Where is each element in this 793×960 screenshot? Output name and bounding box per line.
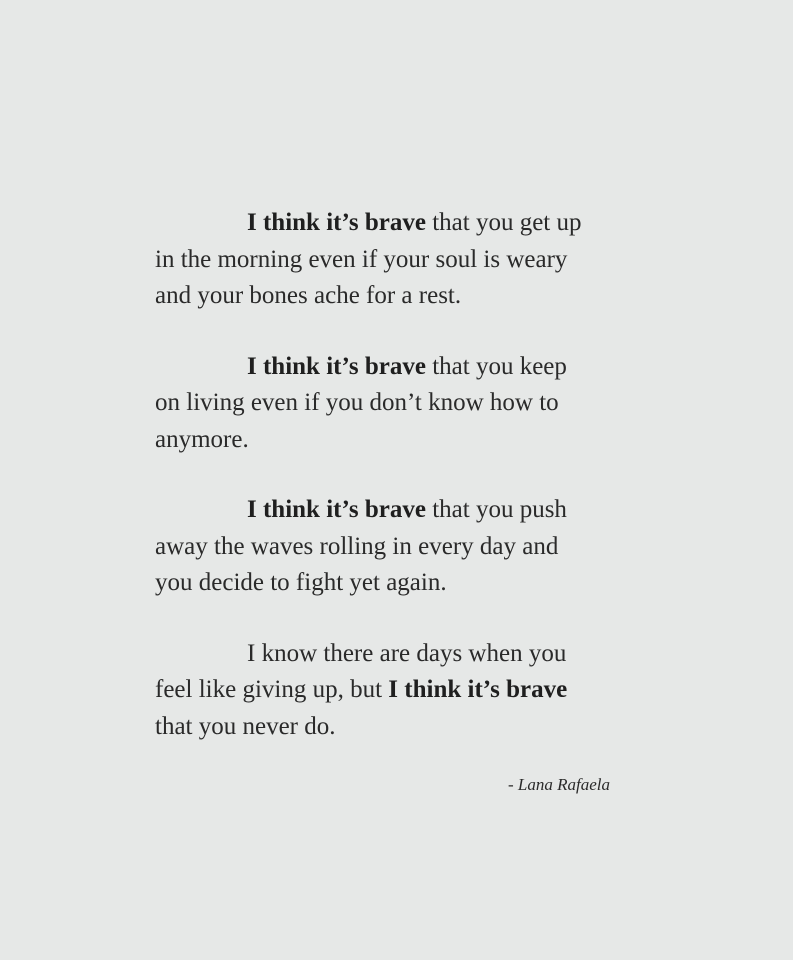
stanza-3-line-3: you decide to fight yet again. <box>155 569 447 596</box>
bold-phrase: I think it’s brave <box>247 352 426 380</box>
poem <box>155 205 635 745</box>
stanza-4-line-2 <box>155 672 635 709</box>
stanza-2-line-3: anymore. <box>155 425 249 453</box>
bold-phrase: I think it’s brave <box>388 676 568 703</box>
line-text: that you get up <box>425 209 582 236</box>
line-text: that you push <box>425 496 567 523</box>
stanza-2-line-1 <box>155 349 635 386</box>
stanza-4-line-1: I know there are days when you <box>247 639 567 667</box>
stanza-1-line-3: and your bones ache for a rest. <box>155 282 462 309</box>
line-text: feel like giving up, but <box>155 676 389 703</box>
bold-phrase: I think it’s brave <box>247 209 426 236</box>
stanza-3-line-2: away the waves rolling in every day and <box>155 532 559 560</box>
stanza-1-line-1 <box>155 205 635 242</box>
stanza-1-line-2: in the morning even if your soul is weary <box>155 245 568 273</box>
author-attribution: - Lana Rafaela <box>508 775 610 794</box>
stanza-3 <box>155 492 635 602</box>
stanza-2 <box>155 349 635 459</box>
stanza-2-line-2: on living even if you don’t know how to <box>155 389 559 416</box>
stanza-4 <box>155 636 635 746</box>
line-text: that you keep <box>425 352 567 380</box>
stanza-4-line-3: that you never do. <box>155 712 336 740</box>
stanza-1 <box>155 205 635 315</box>
stanza-3-line-1 <box>155 492 635 529</box>
bold-phrase: I think it’s brave <box>247 496 426 523</box>
